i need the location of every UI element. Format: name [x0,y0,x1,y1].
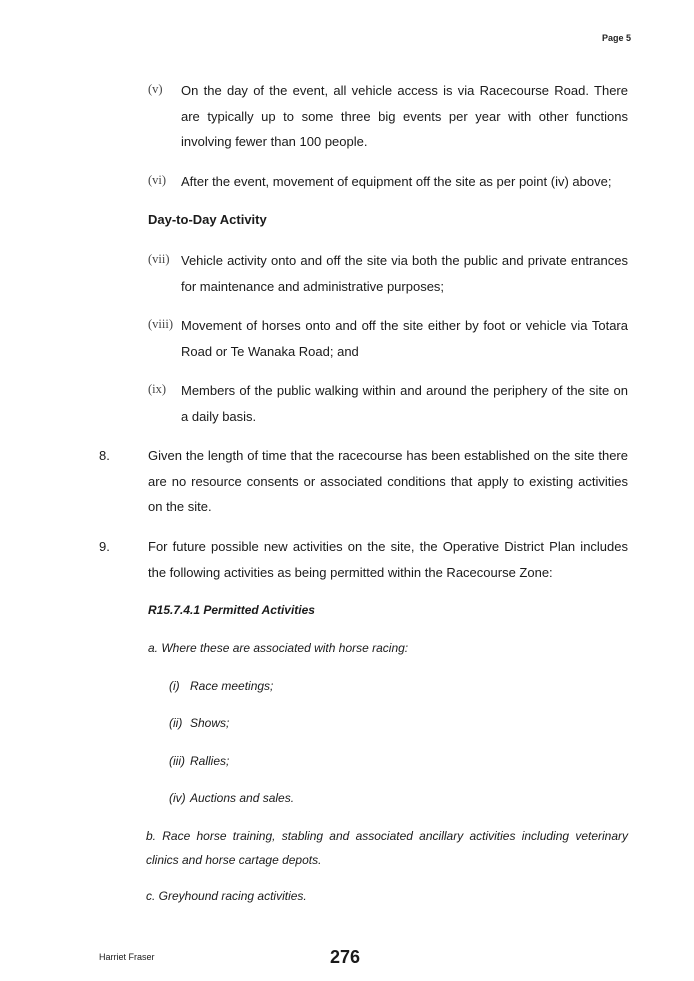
paragraph-text: For future possible new activities on the site, the Operative District Plan includes the following activities as being permitted within the Racecourse Zone: [148,539,628,580]
list-item-text: Movement of horses onto and off the site either by foot or vehicle via Totara Road or Te Wanaka Road; and [181,318,628,359]
rule-subitem-number: (i) [169,679,180,693]
paragraph-text: Given the length of time that the racecourse has been established on the site there are no resource consents or associated conditions that apply to existing activities on the site. [148,448,628,514]
rule-subitem [169,754,229,768]
list-item-text: After the event, movement of equipment off the site as per point (iv) above; [181,174,612,189]
section-heading: Day-to-Day Activity [148,212,267,227]
list-item-text: Members of the public walking within and around the periphery of the site on a daily basis. [181,383,628,424]
rule-subitem [169,716,229,730]
rule-subitem-number: (iii) [169,754,185,768]
footer-page-number: 276 [330,947,361,967]
paragraph-number: 8. [99,448,110,463]
list-item-number: (ix) [148,382,167,396]
list-item-number: (v) [148,82,163,96]
rule-subitem-text: Rallies; [190,754,230,768]
list-item-text: On the day of the event, all vehicle access is via Racecourse Road. There are typically up to some three big events per year with other functions involving fewer than 100 people. [181,83,628,149]
rule-item-a: a. Where these are associated with horse racing: [148,641,409,655]
rule-subitem-text: Shows; [190,716,230,730]
paragraph-number: 9. [99,539,110,554]
rule-subitem [169,791,294,805]
rule-item-b: b. Race horse training, stabling and associated ancillary activities including veterinary clinics and horse cartage depots. [146,829,628,867]
rule-subitem-text: Auctions and sales. [190,791,295,805]
rule-title: R15.7.4.1 Permitted Activities [148,603,315,617]
footer-author: Harriet Fraser [99,952,155,962]
rule-subitem-number: (iv) [169,791,186,805]
rule-subitem-number: (ii) [169,716,183,730]
list-item-text: Vehicle activity onto and off the site via both the public and private entrances for maintenance and administrative purposes; [181,253,628,294]
rule-item-c: c. Greyhound racing activities. [146,889,307,903]
list-item-number: (vi) [148,173,167,187]
rule-subitem-text: Race meetings; [190,679,274,693]
rule-subitem [169,679,273,693]
list-item-number: (vii) [148,252,170,266]
list-item-number: (viii) [148,317,173,331]
page-number-header: Page 5 [602,33,632,43]
